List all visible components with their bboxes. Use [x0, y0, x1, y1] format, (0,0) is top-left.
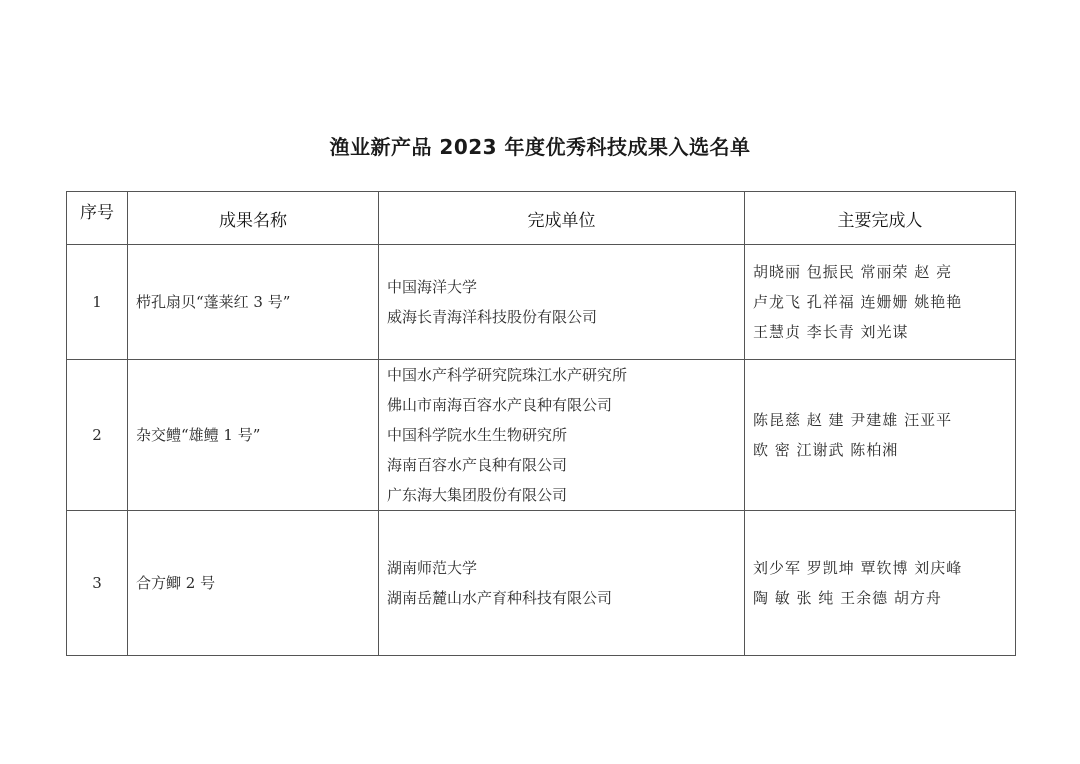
unit-line: 海南百容水产良种有限公司	[387, 456, 568, 474]
people-line: 王慧贞 李长青 刘光谋	[753, 323, 909, 341]
header-seq: 序号	[67, 192, 128, 245]
table-row	[67, 360, 1016, 511]
unit-line: 广东海大集团股份有限公司	[387, 486, 568, 504]
people-line: 卢龙飞 孔祥福 连姗姗 姚艳艳	[753, 293, 963, 311]
unit-line: 威海长青海洋科技股份有限公司	[387, 308, 598, 326]
achievement-name: 栉孔扇贝“蓬莱红 3 号”	[128, 245, 379, 360]
main-contributors	[745, 360, 1016, 511]
completing-units	[379, 245, 745, 360]
completing-units	[379, 511, 745, 656]
results-table	[66, 191, 1016, 656]
unit-line: 湖南师范大学	[387, 559, 478, 577]
header-unit: 完成单位	[379, 192, 745, 245]
achievement-name: 杂交鳢“雄鳢 1 号”	[128, 360, 379, 511]
document-title: 渔业新产品 2023 年度优秀科技成果入选名单	[329, 135, 751, 159]
table-header-row	[67, 192, 1016, 245]
people-line: 欧 密 江谢武 陈柏湘	[753, 441, 899, 459]
completing-units	[379, 360, 745, 511]
row-number: 2	[67, 360, 128, 511]
people-line: 刘少军 罗凯坤 覃钦博 刘庆峰	[753, 559, 963, 577]
header-people: 主要完成人	[745, 192, 1016, 245]
people-line: 陶 敏 张 纯 王余德 胡方舟	[753, 589, 942, 607]
table-row	[67, 245, 1016, 360]
achievement-name: 合方鲫 2 号	[128, 511, 379, 656]
unit-line: 中国科学院水生生物研究所	[387, 426, 568, 444]
main-contributors	[745, 245, 1016, 360]
people-line: 胡晓丽 包振民 常丽荣 赵 亮	[753, 263, 953, 281]
unit-line: 佛山市南海百容水产良种有限公司	[387, 396, 613, 414]
table-row	[67, 511, 1016, 656]
header-name: 成果名称	[128, 192, 379, 245]
people-line: 陈昆慈 赵 建 尹建雄 汪亚平	[753, 411, 953, 429]
row-number: 3	[67, 511, 128, 656]
unit-line: 中国水产科学研究院珠江水产研究所	[387, 366, 628, 384]
unit-line: 湖南岳麓山水产育种科技有限公司	[387, 589, 613, 607]
row-number: 1	[67, 245, 128, 360]
main-contributors	[745, 511, 1016, 656]
unit-line: 中国海洋大学	[387, 278, 478, 296]
